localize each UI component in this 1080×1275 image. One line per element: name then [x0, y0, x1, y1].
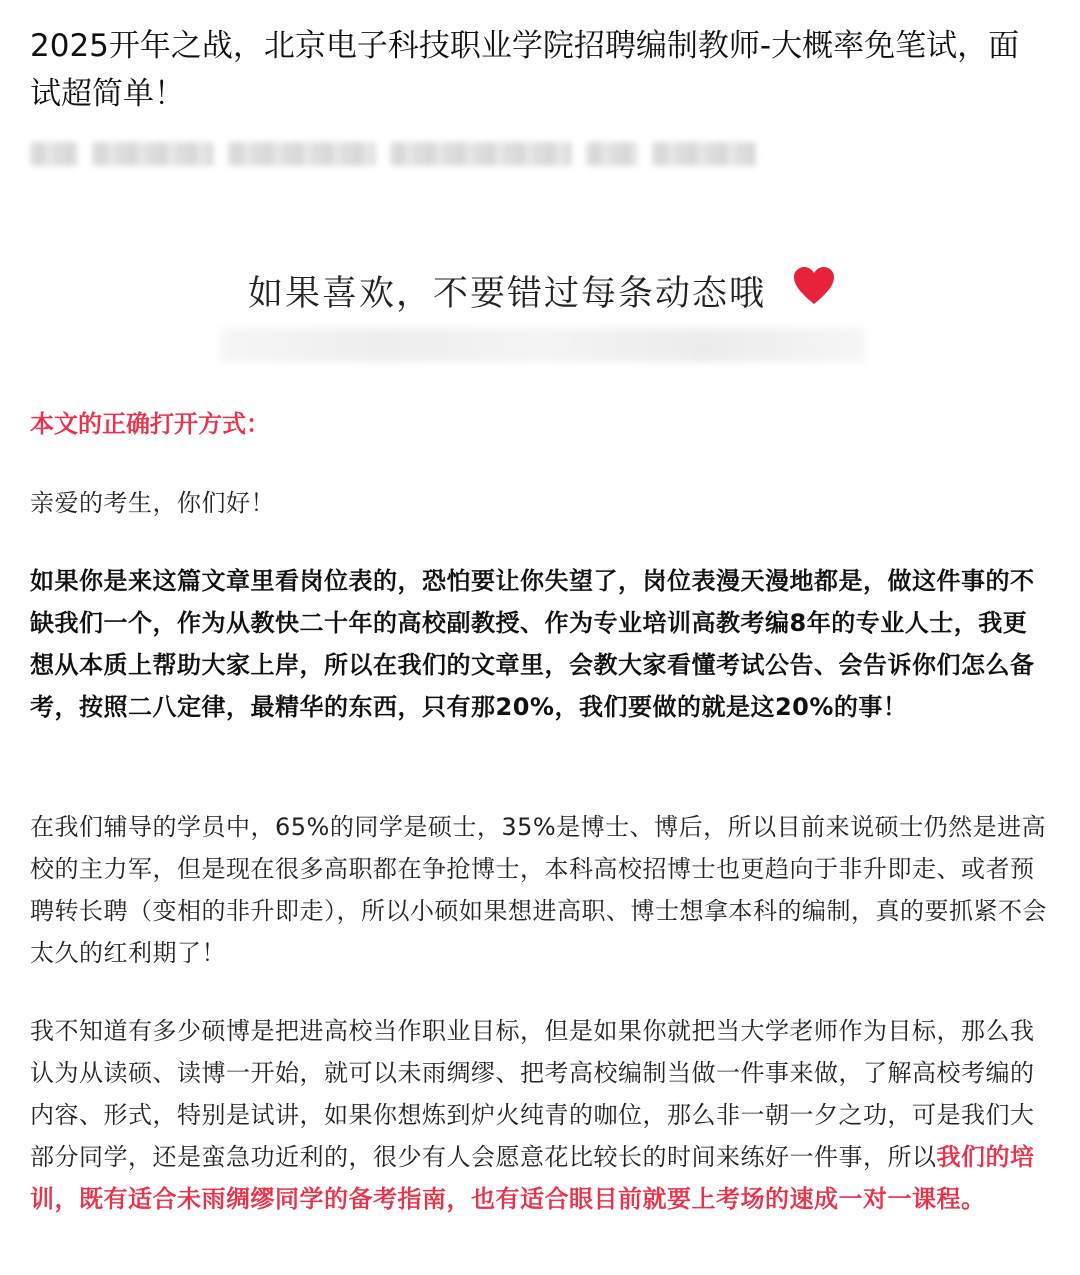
stats-paragraph: 在我们辅导的学员中，65%的同学是硕士，35%是博士、博后，所以目前来说硕士仍然是进高校的主力军，但是现在很多高职都在争抢博士，本科高校招博士也更趋向于非升即走、或者预聘转长聘（变相的非升即走），所以小硕如果想进高职、博士想拿本科的编制，真的要抓紧不会太久的红利期了！ [30, 813, 1047, 967]
blurred-meta [586, 142, 638, 166]
intro-paragraph: 如果你是来这篇文章里看岗位表的，恐怕要让你失望了，岗位表漫天漫地都是，做这件事的不缺我们一个，作为从教快二十年的高校副教授、作为专业培训高教考编8年的专业人士，我更想从本质上帮助大家上岸，所以在我们的文章里，会教大家看懂考试公告、会告诉你们怎么备考，按照二八定律，最精华的东西，只有那20%，我们要做的就是这20%的事！ [30, 567, 1035, 721]
author-meta-row [30, 138, 756, 170]
blurred-meta [390, 142, 572, 166]
goal-paragraph-text: 我不知道有多少硕博是把进高校当作职业目标，但是如果你就把当大学老师作为目标，那么我认为从读硕、读博一开始，就可以未雨绸缪、把考高校编制当做一件事来做，了解高校考编的内容、形式，特别是试讲，如果你想炼到炉火纯青的咖位，那么非一朝一夕之功，可是我们大部分同学，还是蛮急功近利的，很少有人会愿意花比较长的时间来练好一件事，所以 [30, 1017, 1035, 1171]
blurred-banner-subtext [220, 328, 865, 362]
blurred-meta [652, 142, 756, 166]
training-highlight: 我们的培训，既有适合未雨绸缪同学的备考指南，也有适合眼目前就要上考场的速成一对一课程。 [30, 1143, 1035, 1213]
blurred-meta [92, 142, 214, 166]
greeting-paragraph: 亲爱的考生，你们好！ [30, 489, 275, 517]
goal-paragraph [30, 1010, 1050, 1220]
article-title: 2025开年之战，北京电子科技职业学院招聘编制教师-大概率免笔试，面试超简单！ [30, 28, 1020, 112]
section-heading: 本文的正确打开方式： [30, 410, 270, 438]
blurred-meta [30, 142, 78, 166]
follow-banner-text: 如果喜欢，不要错过每条动态哦 [248, 274, 767, 314]
blurred-meta [228, 142, 376, 166]
heart-icon [792, 266, 836, 306]
follow-banner [220, 250, 870, 370]
